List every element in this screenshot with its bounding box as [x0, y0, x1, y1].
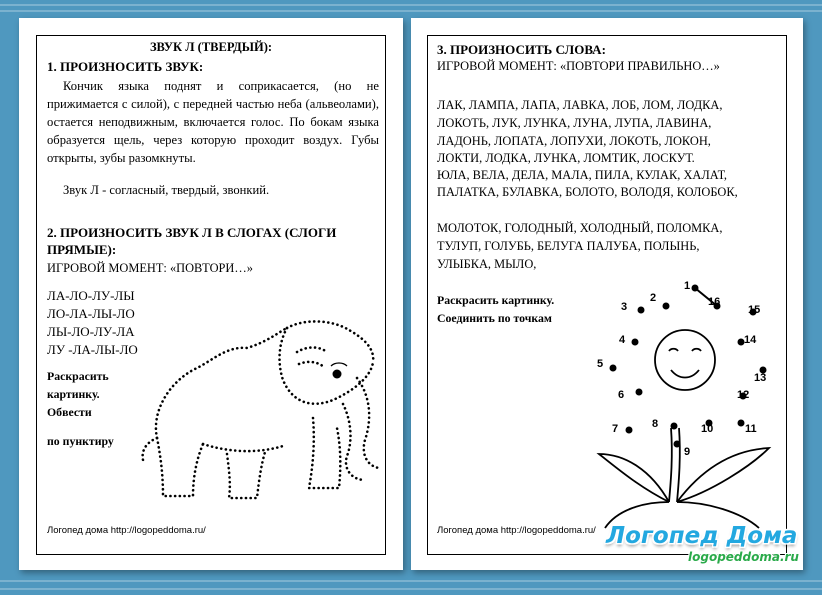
- dot-label: 1: [684, 280, 691, 292]
- word-line: ЛАК, ЛАМПА, ЛАПА, ЛАВКА, ЛОБ, ЛОМ, ЛОДКА,: [437, 98, 723, 112]
- section1-note: Звук Л - согласный, твердый, звонкий.: [63, 183, 270, 197]
- logo-title: Логопед Дома: [606, 523, 798, 549]
- word-line: ТУЛУП, ГОЛУБЬ, БЕЛУГА ПАЛУБА, ПОЛЫНЬ,: [437, 239, 700, 253]
- right-page: [411, 18, 803, 570]
- word-line: УЛЫБКА, МЫЛО,: [437, 257, 537, 271]
- task-label: Раскрасить картинку.: [437, 293, 555, 307]
- task-label: картинку.: [47, 387, 100, 401]
- syllable-line: ЛО-ЛА-ЛЫ-ЛО: [47, 306, 135, 321]
- dot-label: 6: [618, 389, 625, 401]
- section1-heading: 1. ПРОИЗНОСИТЬ ЗВУК:: [47, 59, 204, 74]
- dot-label: 16: [708, 296, 721, 308]
- word-line: МОЛОТОК, ГОЛОДНЫЙ, ХОЛОДНЫЙ, ПОЛОМКА,: [437, 221, 723, 235]
- dot-label: 13: [754, 372, 767, 384]
- dot-label: 5: [597, 358, 604, 370]
- task-label: по пунктиру: [47, 434, 114, 448]
- page-title: ЗВУК Л (ТВЕРДЫЙ):: [149, 40, 273, 54]
- task-label: Раскрасить: [47, 369, 109, 383]
- dot-label: 3: [621, 301, 628, 313]
- task-label: Соединить по точкам: [437, 311, 552, 325]
- word-line: ЛАДОНЬ, ЛОПАТА, ЛОПУХИ, ЛОКОТЬ, ЛОКОН,: [437, 134, 711, 148]
- word-line: ЛОКОТЬ, ЛУК, ЛУНКА, ЛУНА, ЛУПА, ЛАВИНА,: [437, 116, 712, 130]
- dot-label: 11: [745, 423, 757, 435]
- dot-label: 15: [748, 304, 761, 316]
- section2-heading: 2. ПРОИЗНОСИТЬ ЗВУК Л В СЛОГАХ (СЛОГИ: [47, 225, 337, 240]
- section3-heading: 3. ПРОИЗНОСИТЬ СЛОВА:: [437, 42, 606, 57]
- dot-label: 10: [701, 423, 714, 435]
- dot-label: 12: [737, 389, 750, 401]
- word-line: ЮЛА, ВЕЛА, ДЕЛА, МАЛА, ПИЛА, КУЛАК, ХАЛАТ,: [437, 168, 728, 182]
- section1-text: Кончик языка поднят и соприкасается, (но не прижимается с силой), с передней частью неба (альвеолами), остается неподвижным, включается голос. По бокам языка образуется щель, через которую проходит воздух. Губы открыты, зубы разомкнуты.: [47, 79, 379, 165]
- section3-game: ИГРОВОЙ МОМЕНТ: «ПОВТОРИ ПРАВИЛЬНО…»: [437, 59, 720, 73]
- section2-game: ИГРОВОЙ МОМЕНТ: «ПОВТОРИ…»: [47, 261, 253, 275]
- dot-label: 9: [684, 446, 691, 458]
- footer-link[interactable]: Логопед дома http://logopeddoma.ru/: [47, 525, 206, 536]
- section2-heading-cont: ПРЯМЫЕ):: [47, 242, 117, 257]
- footer-link[interactable]: Логопед дома http://logopeddoma.ru/: [437, 525, 596, 536]
- syllable-line: ЛУ -ЛА-ЛЫ-ЛО: [47, 342, 138, 357]
- word-line: ПАЛАТКА, БУЛАВКА, БОЛОТО, ВОЛОДЯ, КОЛОБОК,: [437, 185, 738, 199]
- dot-label: 7: [612, 423, 619, 435]
- site-logo[interactable]: [606, 523, 799, 573]
- dot-label: 2: [650, 292, 657, 304]
- syllable-line: ЛА-ЛО-ЛУ-ЛЫ: [47, 288, 135, 303]
- elephant-dotted-drawing: [137, 308, 387, 508]
- dot-label: 14: [744, 334, 757, 346]
- task-label: Обвести: [47, 405, 92, 419]
- word-line: ЛОКТИ, ЛОДКА, ЛУНКА, ЛОМТИК, ЛОСКУТ.: [437, 151, 695, 165]
- syllable-line: ЛЫ-ЛО-ЛУ-ЛА: [47, 324, 135, 339]
- logo-url: logopeddoma.ru: [688, 550, 799, 564]
- left-page: [19, 18, 403, 570]
- dot-label: 4: [619, 334, 626, 346]
- dot-label: 8: [652, 418, 659, 430]
